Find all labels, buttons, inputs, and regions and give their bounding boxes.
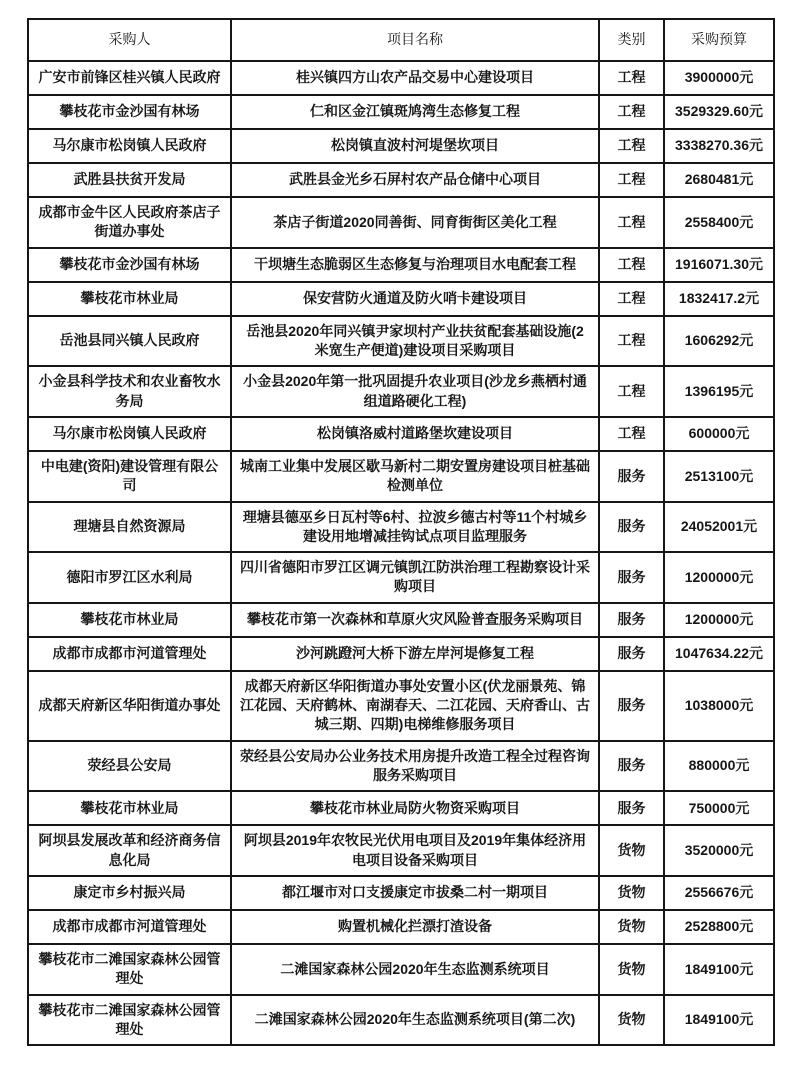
project-name-cell: 购置机械化拦漂打渣设备 [231,910,599,944]
project-name-cell: 保安营防火通道及防火哨卡建设项目 [231,282,599,316]
purchaser-cell: 攀枝花市二滩国家森林公园管理处 [28,995,231,1046]
budget-cell: 1832417.2元 [664,282,774,316]
budget-cell: 1606292元 [664,316,774,367]
category-cell: 货物 [599,910,664,944]
project-name-cell: 桂兴镇四方山农产品交易中心建设项目 [231,61,599,95]
purchaser-cell: 理塘县自然资源局 [28,502,231,553]
budget-cell: 3338270.36元 [664,129,774,163]
project-name-cell: 松岗镇直波村河堤堡坎项目 [231,129,599,163]
table-body [28,61,774,1045]
budget-cell: 3900000元 [664,61,774,95]
purchaser-cell: 成都市成都市河道管理处 [28,637,231,671]
table-row [28,316,774,367]
budget-cell: 750000元 [664,791,774,825]
table-row [28,791,774,825]
table-row [28,61,774,95]
budget-cell: 2513100元 [664,451,774,502]
column-header-project-name: 项目名称 [231,19,599,61]
budget-cell: 2556676元 [664,876,774,910]
category-cell: 服务 [599,791,664,825]
purchaser-cell: 攀枝花市金沙国有林场 [28,248,231,282]
category-cell: 工程 [599,282,664,316]
category-cell: 工程 [599,61,664,95]
purchaser-cell: 康定市乡村振兴局 [28,876,231,910]
project-name-cell: 四川省德阳市罗江区调元镇凯江防洪治理工程勘察设计采购项目 [231,552,599,603]
table-row [28,197,774,248]
table-row [28,95,774,129]
purchaser-cell: 成都市成都市河道管理处 [28,910,231,944]
project-name-cell: 沙河跳蹬河大桥下游左岸河堤修复工程 [231,637,599,671]
budget-cell: 880000元 [664,741,774,792]
budget-cell: 2680481元 [664,163,774,197]
purchaser-cell: 小金县科学技术和农业畜牧水务局 [28,366,231,417]
category-cell: 服务 [599,603,664,637]
procurement-document-page [0,18,800,1046]
category-cell: 货物 [599,876,664,910]
category-cell: 货物 [599,825,664,876]
project-name-cell: 理塘县德巫乡日瓦村等6村、拉波乡德古村等11个村城乡建设用地增减挂钩试点项目监理服务 [231,502,599,553]
purchaser-cell: 荥经县公安局 [28,741,231,792]
header-row [28,19,774,61]
table-row [28,741,774,792]
purchaser-cell: 德阳市罗江区水利局 [28,552,231,603]
budget-cell: 24052001元 [664,502,774,553]
column-header-budget: 采购预算 [664,19,774,61]
category-cell: 服务 [599,741,664,792]
table-row [28,825,774,876]
table-row [28,876,774,910]
column-header-category: 类别 [599,19,664,61]
project-name-cell: 武胜县金光乡石屏村农产品仓储中心项目 [231,163,599,197]
table-row [28,603,774,637]
budget-cell: 600000元 [664,417,774,451]
budget-cell: 1916071.30元 [664,248,774,282]
project-name-cell: 二滩国家森林公园2020年生态监测系统项目(第二次) [231,995,599,1046]
purchaser-cell: 攀枝花市金沙国有林场 [28,95,231,129]
purchaser-cell: 广安市前锋区桂兴镇人民政府 [28,61,231,95]
purchaser-cell: 马尔康市松岗镇人民政府 [28,129,231,163]
category-cell: 工程 [599,248,664,282]
category-cell: 服务 [599,637,664,671]
project-name-cell: 攀枝花市第一次森林和草原火灾风险普查服务采购项目 [231,603,599,637]
project-name-cell: 都江堰市对口支援康定市拔桑二村一期项目 [231,876,599,910]
table-row [28,944,774,995]
budget-cell: 3529329.60元 [664,95,774,129]
project-name-cell: 岳池县2020年同兴镇尹家坝村产业扶贫配套基础设施(2米宽生产便道)建设项目采购项目 [231,316,599,367]
budget-cell: 1396195元 [664,366,774,417]
purchaser-cell: 攀枝花市林业局 [28,603,231,637]
table-row [28,248,774,282]
project-name-cell: 阿坝县2019年农牧民光伏用电项目及2019年集体经济用电项目设备采购项目 [231,825,599,876]
table-row [28,910,774,944]
table-row [28,366,774,417]
table-row [28,995,774,1046]
purchaser-cell: 成都天府新区华阳街道办事处 [28,671,231,741]
category-cell: 工程 [599,417,664,451]
budget-cell: 1038000元 [664,671,774,741]
purchaser-cell: 成都市金牛区人民政府茶店子街道办事处 [28,197,231,248]
project-name-cell: 仁和区金江镇斑鸠湾生态修复工程 [231,95,599,129]
purchaser-cell: 武胜县扶贫开发局 [28,163,231,197]
category-cell: 货物 [599,944,664,995]
table-row [28,163,774,197]
project-name-cell: 荥经县公安局办公业务技术用房提升改造工程全过程咨询服务采购项目 [231,741,599,792]
table-row [28,637,774,671]
column-header-purchaser: 采购人 [28,19,231,61]
category-cell: 工程 [599,197,664,248]
purchaser-cell: 攀枝花市二滩国家森林公园管理处 [28,944,231,995]
category-cell: 工程 [599,95,664,129]
category-cell: 服务 [599,552,664,603]
budget-cell: 2558400元 [664,197,774,248]
category-cell: 服务 [599,671,664,741]
project-name-cell: 松岗镇洛威村道路堡坎建设项目 [231,417,599,451]
table-row [28,552,774,603]
purchaser-cell: 攀枝花市林业局 [28,791,231,825]
budget-cell: 2528800元 [664,910,774,944]
project-name-cell: 茶店子街道2020同善街、同育街街区美化工程 [231,197,599,248]
project-name-cell: 攀枝花市林业局防火物资采购项目 [231,791,599,825]
table-row [28,451,774,502]
budget-cell: 1849100元 [664,944,774,995]
purchaser-cell: 岳池县同兴镇人民政府 [28,316,231,367]
project-name-cell: 成都天府新区华阳街道办事处安置小区(伏龙丽景苑、锦江花园、天府鹤林、南湖春天、二江花园、天府香山、古城三期、四期)电梯维修服务项目 [231,671,599,741]
budget-cell: 3520000元 [664,825,774,876]
budget-cell: 1200000元 [664,603,774,637]
table-row [28,417,774,451]
table-row [28,502,774,553]
budget-cell: 1200000元 [664,552,774,603]
category-cell: 货物 [599,995,664,1046]
category-cell: 工程 [599,129,664,163]
purchaser-cell: 中电建(资阳)建设管理有限公司 [28,451,231,502]
budget-cell: 1849100元 [664,995,774,1046]
project-name-cell: 小金县2020年第一批巩固提升农业项目(沙龙乡燕栖村通组道路硬化工程) [231,366,599,417]
budget-cell: 1047634.22元 [664,637,774,671]
category-cell: 工程 [599,366,664,417]
table-row [28,282,774,316]
purchaser-cell: 阿坝县发展改革和经济商务信息化局 [28,825,231,876]
purchaser-cell: 攀枝花市林业局 [28,282,231,316]
procurement-table [27,18,775,1046]
table-row [28,129,774,163]
purchaser-cell: 马尔康市松岗镇人民政府 [28,417,231,451]
project-name-cell: 干坝塘生态脆弱区生态修复与治理项目水电配套工程 [231,248,599,282]
category-cell: 服务 [599,451,664,502]
category-cell: 工程 [599,163,664,197]
table-row [28,671,774,741]
category-cell: 服务 [599,502,664,553]
project-name-cell: 城南工业集中发展区歇马新村二期安置房建设项目桩基础检测单位 [231,451,599,502]
category-cell: 工程 [599,316,664,367]
project-name-cell: 二滩国家森林公园2020年生态监测系统项目 [231,944,599,995]
